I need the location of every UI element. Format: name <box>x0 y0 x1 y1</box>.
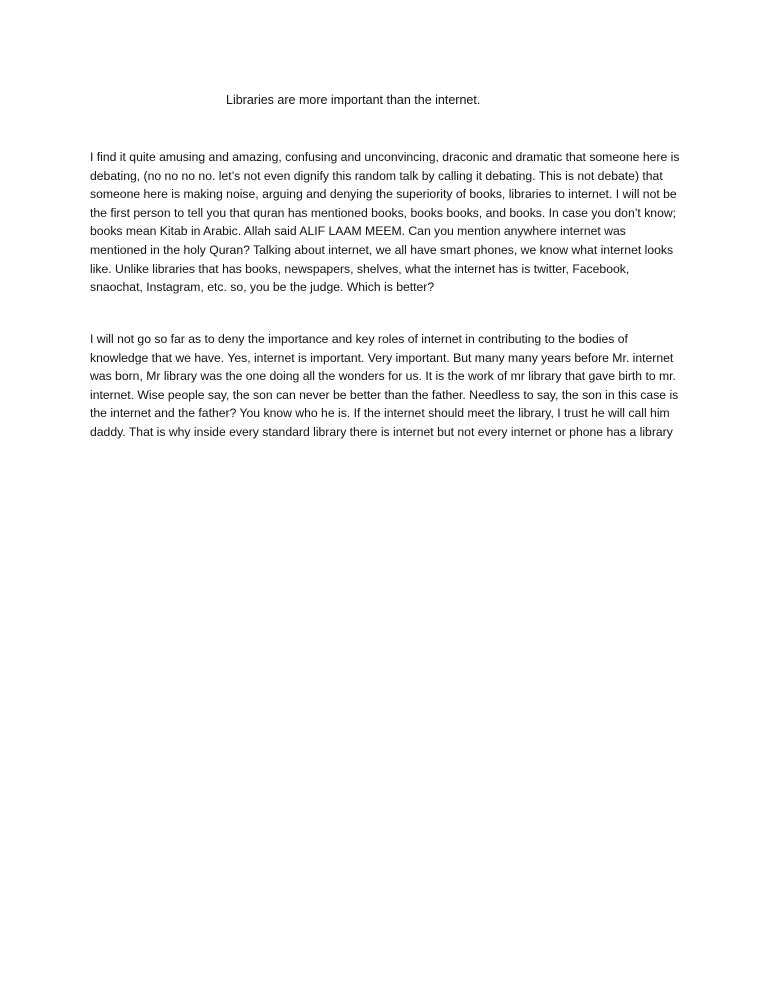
paragraph-1: I find it quite amusing and amazing, confusing and unconvincing, draconic and dramatic that someone here is debating, (no no no no. let’s not even dignify this random talk by calling it debating. This is not debate) that someone here is making noise, arguing and denying the superiority of books, libraries to internet. I will not be the first person to tell you that quran has mentioned books, books books, and books. In case you don’t know; books mean Kitab in Arabic. Allah said ALIF LAAM MEEM. Can you mention anywhere internet was mentioned in the holy Quran? Talking about internet, we all have smart phones, we know what internet looks like. Unlike libraries that has books, newspapers, shelves, what the internet has is twitter, Facebook, snaochat, Instagram, etc. so, you be the judge. Which is better? <box>90 150 680 295</box>
document-title: Libraries are more important than the internet. <box>226 93 481 107</box>
paragraph-2: I will not go so far as to deny the importance and key roles of internet in contributing to the bodies of knowledge that we have. Yes, internet is important. Very important. But many many years before Mr. internet was born, Mr library was the one doing all the wonders for us. It is the work of mr library that gave birth to mr. internet. Wise people say, the son can never be better than the father. Needless to say, the son in this case is the internet and the father? You know who he is. If the internet should meet the library, I trust he will call him daddy. That is why inside every standard library there is internet but not every internet or phone has a library <box>90 332 679 439</box>
